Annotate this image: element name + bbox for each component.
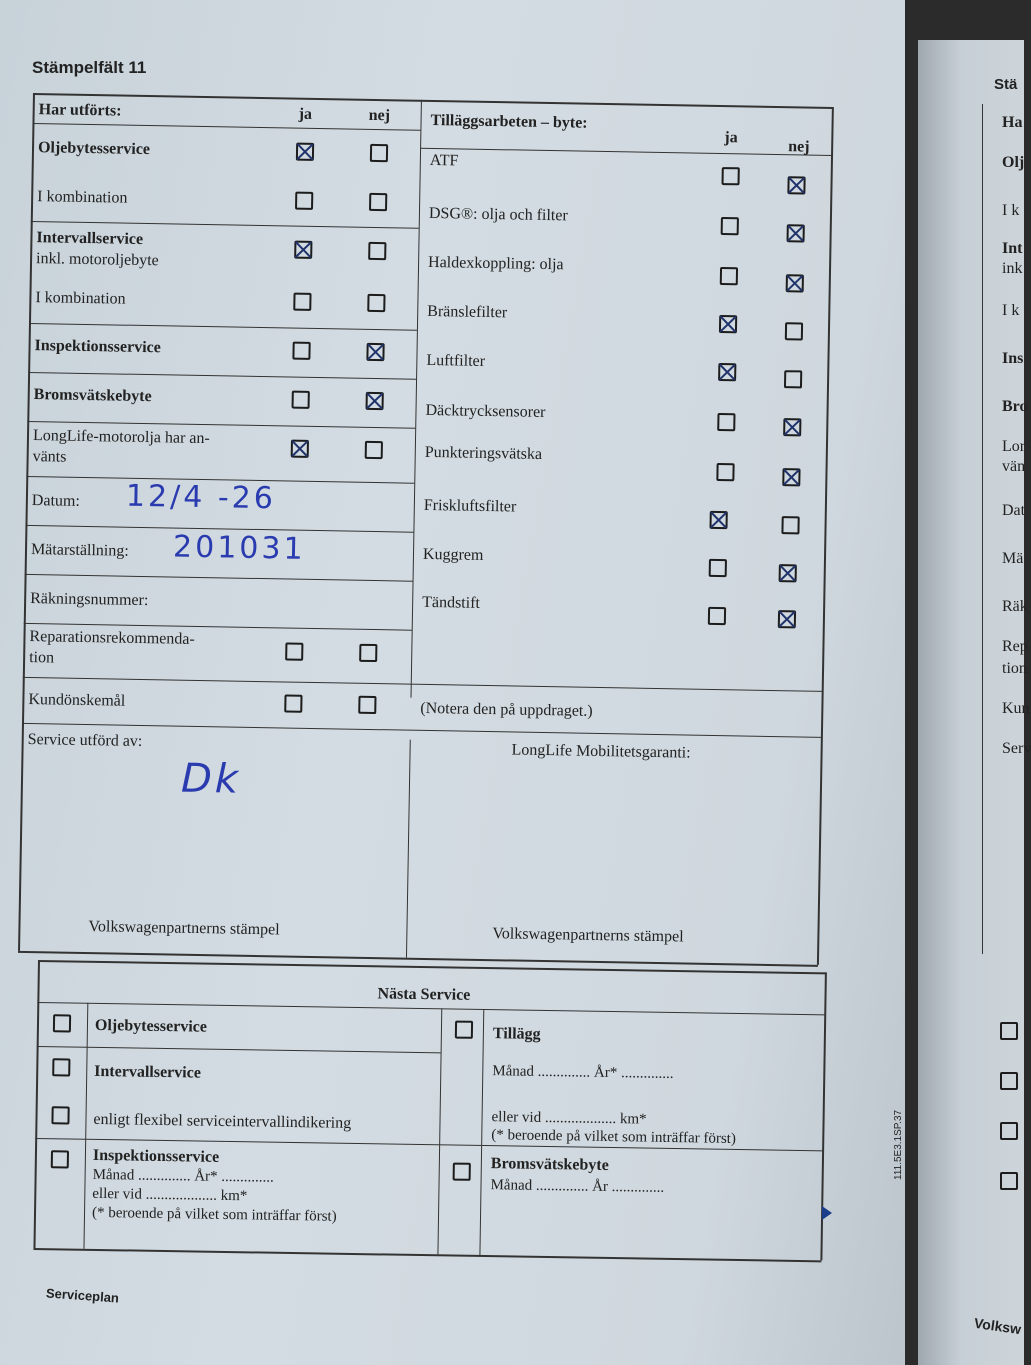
frame-right bbox=[817, 107, 834, 965]
repair-no-checkbox[interactable] bbox=[359, 644, 377, 662]
right-checkbox-divider bbox=[479, 1009, 484, 1255]
next-page-label: Serv bbox=[1002, 740, 1031, 757]
next-page-label: Rep bbox=[1002, 638, 1028, 655]
service-by-label: Service utförd av: bbox=[27, 731, 143, 751]
frame-top bbox=[33, 93, 833, 109]
interval-service-yes-checkbox[interactable] bbox=[294, 241, 312, 259]
row-cabin-filter: Friskluftsfilter bbox=[423, 496, 517, 516]
next-page-label: Dat bbox=[1002, 502, 1026, 519]
row-spark-plugs: Tändstift bbox=[422, 593, 481, 612]
next-page-arrow-icon bbox=[822, 1206, 832, 1220]
next-page-label: tion bbox=[1002, 660, 1027, 677]
next-page-label: Kun bbox=[1002, 700, 1030, 717]
frame-left bbox=[33, 960, 40, 1248]
customer-wish-no-checkbox[interactable] bbox=[358, 696, 376, 714]
next-oil-label: Oljebytesservice bbox=[94, 1016, 208, 1036]
next-page-label: ink bbox=[1002, 260, 1023, 277]
next-page-label: Lor bbox=[1002, 438, 1026, 455]
next-service-section bbox=[33, 960, 825, 1262]
customer-wish-note: (Notera den på uppdraget.) bbox=[420, 699, 593, 720]
next-inspection-note: (* beroende på vilket som inträffar först) bbox=[91, 1204, 337, 1225]
stamp-divider bbox=[406, 740, 411, 958]
next-page-label: Ins bbox=[1002, 350, 1024, 367]
row-dsg: DSG®: olja och filter bbox=[428, 204, 568, 225]
puncture-fluid-no-checkbox[interactable] bbox=[782, 468, 800, 486]
stamp-field-grid bbox=[18, 93, 833, 967]
next-page-label: I k bbox=[1002, 202, 1020, 219]
timing-belt-yes-checkbox[interactable] bbox=[709, 559, 727, 577]
repair-label-sub: tion bbox=[28, 649, 55, 667]
oil-service-yes-checkbox[interactable] bbox=[296, 143, 314, 161]
combination-2-no-checkbox[interactable] bbox=[367, 294, 385, 312]
timing-belt-no-checkbox[interactable] bbox=[779, 564, 797, 582]
left-col-yes: ja bbox=[298, 105, 313, 123]
oil-service-no-checkbox[interactable] bbox=[370, 144, 388, 162]
fuel-filter-yes-checkbox[interactable] bbox=[719, 315, 737, 333]
stamp-left-label: Volkswagenpartnerns stämpel bbox=[88, 918, 280, 939]
checkbox-col-divider bbox=[83, 1003, 88, 1249]
left-header-line bbox=[32, 123, 420, 131]
signature: Dk bbox=[180, 755, 242, 803]
air-filter-yes-checkbox[interactable] bbox=[718, 363, 736, 381]
next-extra-month[interactable]: Månad .............. År* .............. bbox=[492, 1063, 674, 1082]
invoice-label: Räkningsnummer: bbox=[30, 590, 149, 610]
haldex-yes-checkbox[interactable] bbox=[720, 267, 738, 285]
spark-plugs-no-checkbox[interactable] bbox=[778, 610, 796, 628]
next-page-label: Olj bbox=[1002, 154, 1025, 171]
haldex-no-checkbox[interactable] bbox=[786, 274, 804, 292]
combination-1-yes-checkbox[interactable] bbox=[295, 192, 313, 210]
air-filter-no-checkbox[interactable] bbox=[784, 370, 802, 388]
left-col-no: nej bbox=[368, 106, 391, 125]
next-page-edge bbox=[918, 40, 1031, 1365]
next-inspection-km[interactable]: eller vid ................... km* bbox=[92, 1185, 248, 1205]
row-longlife-oil: LongLife-motorolja har an- bbox=[32, 427, 210, 448]
cabin-filter-no-checkbox[interactable] bbox=[781, 516, 799, 534]
mileage-label: Mätarställning: bbox=[30, 541, 129, 560]
combination-1-no-checkbox[interactable] bbox=[369, 193, 387, 211]
next-page-label: Mä bbox=[1002, 550, 1024, 567]
row-interval-service: Intervallservice bbox=[36, 229, 144, 248]
footer-label: Serviceplan bbox=[45, 1285, 120, 1306]
center-divider bbox=[437, 1008, 442, 1254]
row-oil-service: Oljebytesservice bbox=[37, 139, 151, 159]
next-brake-label: Bromsvätskebyte bbox=[490, 1155, 609, 1174]
dsg-yes-checkbox[interactable] bbox=[721, 217, 739, 235]
next-page-label: Int bbox=[1002, 240, 1023, 257]
combination-2-yes-checkbox[interactable] bbox=[293, 293, 311, 311]
guarantee-label: LongLife Mobilitetsgaranti: bbox=[511, 741, 691, 762]
next-page-frame bbox=[982, 104, 983, 954]
atf-yes-checkbox[interactable] bbox=[721, 167, 739, 185]
spark-plugs-yes-checkbox[interactable] bbox=[708, 607, 726, 625]
inspection-yes-checkbox[interactable] bbox=[292, 342, 310, 360]
atf-no-checkbox[interactable] bbox=[787, 176, 805, 194]
next-inspection-checkbox[interactable] bbox=[51, 1150, 69, 1168]
row-line bbox=[25, 574, 413, 582]
fuel-filter-no-checkbox[interactable] bbox=[785, 322, 803, 340]
row-puncture-fluid: Punkteringsvätska bbox=[424, 443, 543, 463]
row-line bbox=[23, 677, 823, 692]
document-code: 111.5E3.1SP.37 bbox=[893, 1109, 904, 1180]
column-divider bbox=[411, 100, 422, 698]
next-brake-checkbox[interactable] bbox=[453, 1163, 471, 1181]
repair-yes-checkbox[interactable] bbox=[285, 642, 303, 660]
next-extra-label: Tillägg bbox=[492, 1025, 541, 1043]
dsg-no-checkbox[interactable] bbox=[787, 224, 805, 242]
next-oil-checkbox[interactable] bbox=[53, 1014, 71, 1032]
next-service-title: Nästa Service bbox=[377, 985, 471, 1004]
next-extra-checkbox[interactable] bbox=[455, 1021, 473, 1039]
row-atf: ATF bbox=[429, 151, 459, 170]
next-page-checkbox[interactable] bbox=[1000, 1072, 1018, 1090]
next-extra-km[interactable]: eller vid ................... km* bbox=[491, 1109, 647, 1128]
row-brake-fluid: Bromsvätskebyte bbox=[33, 386, 152, 406]
customer-wish-label: Kundönskemål bbox=[28, 691, 126, 710]
row-timing-belt: Kuggrem bbox=[422, 545, 484, 564]
row-inspection-service: Inspektionsservice bbox=[34, 337, 161, 357]
row-haldex: Haldexkoppling: olja bbox=[427, 253, 564, 274]
next-page-checkbox[interactable] bbox=[1000, 1122, 1018, 1140]
next-flex-checkbox[interactable] bbox=[51, 1106, 69, 1124]
date-label: Datum: bbox=[31, 492, 81, 510]
next-page-label: I k bbox=[1002, 302, 1020, 319]
customer-wish-yes-checkbox[interactable] bbox=[284, 694, 302, 712]
row-line bbox=[37, 1046, 441, 1053]
next-page-checkbox[interactable] bbox=[1000, 1172, 1018, 1190]
left-title: Har utförts: bbox=[38, 101, 122, 120]
puncture-fluid-yes-checkbox[interactable] bbox=[716, 463, 734, 481]
next-flex-label: enligt flexibel serviceintervallindikering bbox=[93, 1110, 352, 1132]
next-page-label: Bro bbox=[1002, 398, 1028, 415]
right-col-no: nej bbox=[788, 138, 810, 156]
row-air-filter: Luftfilter bbox=[426, 351, 486, 370]
next-page-header: Stä bbox=[994, 76, 1018, 93]
cabin-filter-yes-checkbox[interactable] bbox=[709, 511, 727, 529]
row-interval-service-sub: inkl. motoroljebyte bbox=[35, 250, 159, 270]
row-longlife-oil-sub: vänts bbox=[32, 448, 67, 466]
longlife-oil-no-checkbox[interactable] bbox=[365, 441, 383, 459]
next-page-label: Räk bbox=[1002, 598, 1028, 615]
inspection-no-checkbox[interactable] bbox=[366, 343, 384, 361]
row-tpms: Däcktrycksensorer bbox=[425, 401, 546, 421]
mileage-value[interactable]: 201031 bbox=[172, 529, 306, 567]
row-combination-1: I kombination bbox=[37, 188, 128, 207]
repair-label: Reparationsrekommenda- bbox=[29, 628, 195, 648]
next-inspection-month[interactable]: Månad .............. År* .............. bbox=[92, 1166, 274, 1186]
next-extra-note: (* beroende på vilket som inträffar först) bbox=[491, 1127, 737, 1147]
tpms-no-checkbox[interactable] bbox=[783, 418, 801, 436]
longlife-oil-yes-checkbox[interactable] bbox=[291, 440, 309, 458]
next-page-footer: Volksw bbox=[973, 1314, 1023, 1338]
next-page-label: Ha bbox=[1002, 114, 1023, 131]
next-inspection-label: Inspektionsservice bbox=[92, 1146, 220, 1166]
right-col-yes: ja bbox=[724, 129, 738, 147]
frame-bottom bbox=[33, 1248, 821, 1262]
date-value[interactable]: 12/4 -26 bbox=[125, 478, 277, 517]
next-brake-month[interactable]: Månad .............. År .............. bbox=[490, 1177, 665, 1196]
next-page-checkbox[interactable] bbox=[1000, 1022, 1018, 1040]
row-combination-2: I kombination bbox=[35, 289, 126, 308]
row-line bbox=[28, 372, 416, 380]
right-title: Tilläggsarbeten – byte: bbox=[430, 111, 588, 132]
interval-service-no-checkbox[interactable] bbox=[368, 242, 386, 260]
next-page-label: vän bbox=[1002, 458, 1026, 475]
next-interval-checkbox[interactable] bbox=[52, 1058, 70, 1076]
row-fuel-filter: Bränslefilter bbox=[427, 302, 508, 322]
next-interval-label: Intervallservice bbox=[94, 1062, 202, 1082]
row-line bbox=[29, 323, 417, 331]
brake-fluid-yes-checkbox[interactable] bbox=[292, 391, 310, 409]
tpms-yes-checkbox[interactable] bbox=[717, 413, 735, 431]
stamp-field-header: Stämpelfält 11 bbox=[32, 58, 147, 77]
stamp-right-label: Volkswagenpartnerns stämpel bbox=[492, 925, 684, 946]
brake-fluid-no-checkbox[interactable] bbox=[366, 392, 384, 410]
right-header-line bbox=[420, 148, 832, 156]
